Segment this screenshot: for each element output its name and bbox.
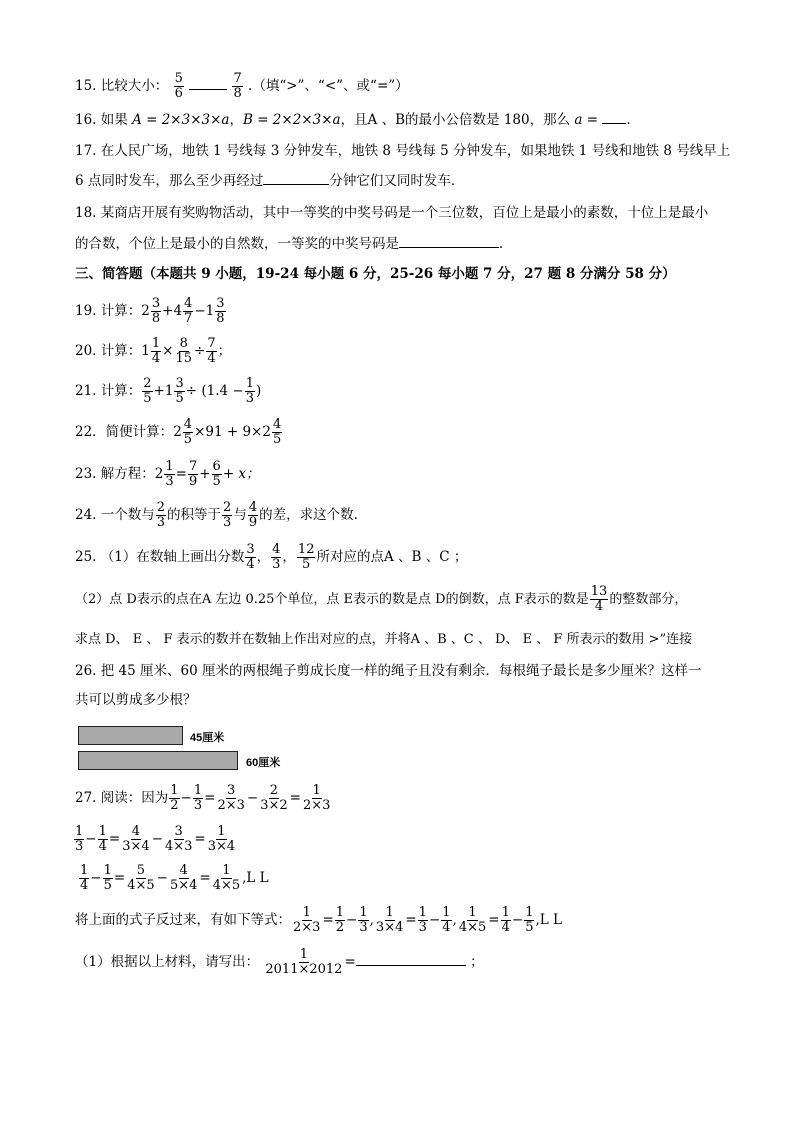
q21-fraction-1: $\frac{2}{5}$ bbox=[143, 376, 152, 406]
rope-60cm-label: 60厘米 bbox=[246, 757, 281, 769]
q20-fraction-2: $\frac{8}{15}$ bbox=[175, 336, 192, 366]
q27-r2-frac-b: $\frac{1}{4}$ bbox=[98, 824, 107, 854]
q17-text-a: 6 点同时发车，那么至少再经过 bbox=[75, 173, 264, 189]
question-15 bbox=[75, 72, 409, 101]
q16-text: 如果 bbox=[100, 112, 128, 128]
q27-rev-frac-3a: $\frac{1}{4}$ bbox=[501, 905, 510, 935]
q27-r1-op2: − bbox=[246, 790, 259, 806]
q27-rev-frac-1: $\frac{1}{2\times 3}$ bbox=[293, 905, 321, 935]
q27-r1-frac-c: $\frac{3}{2\times 3}$ bbox=[217, 783, 245, 813]
q25-p2-fraction: $\frac{13}{4}$ bbox=[590, 584, 608, 614]
q27-r3-frac-b: $\frac{1}{5}$ bbox=[103, 863, 112, 893]
q27-r1-eq1: = bbox=[204, 790, 216, 806]
question-21 bbox=[75, 377, 261, 406]
q27-r2-op1: − bbox=[85, 831, 97, 847]
q27-rev-comma-2: , bbox=[452, 912, 457, 928]
q24-text-b: 的积等于 bbox=[167, 507, 222, 523]
q27-rev-comma-1: , bbox=[369, 912, 374, 928]
q24-text-d: 的差，求这个数. bbox=[259, 507, 358, 523]
q15-fraction-1: $\frac{5}{6}$ bbox=[174, 71, 183, 101]
q27-r2-frac-c: $\frac{4}{3\times 4}$ bbox=[122, 824, 150, 854]
q16-expression-b: B = 2×2×3×a bbox=[242, 112, 341, 128]
q27-rev-frac-2b: $\frac{1}{4}$ bbox=[442, 905, 451, 935]
q20-label: 20. 计算： bbox=[75, 343, 142, 359]
question-27-row-2 bbox=[73, 825, 237, 854]
q22-whole-1: 2 bbox=[173, 424, 182, 440]
q23-op-2: + bbox=[199, 466, 211, 482]
q15-instruction: .（填“>”、“<”、或“=”） bbox=[248, 78, 409, 94]
q25-sep-2: ， bbox=[282, 549, 296, 565]
q25-p2-text-a: （2）点 D表示的点在A 左边 0.25个单位，点 E表示的数是点 D的倒数，点 F表示的数是 bbox=[75, 592, 589, 607]
q27-r1-frac-d: $\frac{2}{3\times 2}$ bbox=[260, 783, 288, 813]
question-17-line-1: 17. 在人民广场，地铁 1 号线每 3 分钟发车，地铁 8 号线每 5 分钟发车，如果地铁 1 号线和地铁 8 号线早上 bbox=[75, 143, 731, 159]
q19-label: 19. 计算： bbox=[75, 303, 142, 319]
q27-rev-frac-3b: $\frac{1}{5}$ bbox=[525, 905, 534, 935]
q27-p1-eq: = bbox=[344, 954, 356, 970]
question-17-line-2 bbox=[75, 172, 464, 189]
rope-45cm-bar bbox=[78, 726, 183, 745]
q25-fraction-3: $\frac{12}{5}$ bbox=[297, 542, 315, 572]
q27-rev-tail: ,L L bbox=[535, 912, 562, 928]
q15-text: 比较大小： bbox=[100, 78, 169, 94]
q21-fraction-3: $\frac{1}{3}$ bbox=[245, 376, 254, 406]
q15-answer-blank[interactable] bbox=[189, 77, 227, 90]
q27-r2-eq2: = bbox=[194, 831, 206, 847]
question-24 bbox=[75, 501, 358, 530]
q20-fraction-1: $\frac{1}{4}$ bbox=[151, 336, 161, 366]
question-27-reverse bbox=[75, 906, 562, 935]
q27-rev-frac-1b: $\frac{1}{3}$ bbox=[359, 905, 368, 935]
question-25-part-2 bbox=[75, 585, 687, 614]
q15-number: 15. bbox=[75, 78, 97, 94]
q24-text-c: 与 bbox=[233, 507, 247, 523]
q27-reverse-text: 将上面的式子反过来，有如下等式： bbox=[75, 912, 291, 928]
question-19 bbox=[75, 297, 227, 326]
q19-whole-1: 2 bbox=[141, 303, 150, 319]
q27-rev-eq-2: = bbox=[405, 912, 417, 928]
q27-rev-minus-1: − bbox=[346, 912, 358, 928]
q20-end: ； bbox=[217, 343, 232, 359]
q23-fraction-3: $\frac{6}{5}$ bbox=[212, 459, 221, 489]
q18-text-b: ． bbox=[499, 236, 513, 252]
q27-r3-frac-a: $\frac{1}{4}$ bbox=[80, 863, 89, 893]
question-23 bbox=[75, 460, 260, 489]
q27-r2-frac-e: $\frac{1}{3\times 4}$ bbox=[207, 824, 236, 854]
q25-text-a: 25. （1）在数轴上画出分数 bbox=[75, 549, 245, 565]
q25-p2-text-b: 的整数部分， bbox=[609, 592, 688, 607]
q27-r3-frac-e: $\frac{1}{4\times 5}$ bbox=[212, 863, 241, 893]
q16-separator: ， bbox=[229, 112, 243, 128]
q23-op-1: = bbox=[175, 466, 187, 482]
q22-fraction-1: $\frac{4}{5}$ bbox=[183, 417, 193, 447]
q24-text-a: 24. 一个数与 bbox=[75, 507, 155, 523]
q15-fraction-2: $\frac{7}{8}$ bbox=[233, 71, 242, 101]
q22-label: 22．简便计算： bbox=[75, 424, 174, 440]
q19-op-1: +4 bbox=[162, 303, 183, 319]
q16-end: . bbox=[626, 112, 631, 128]
q27-p1-end: ； bbox=[470, 954, 484, 970]
q27-r3-op1: − bbox=[90, 870, 102, 886]
q27-p1-fraction: $\frac{1}{2011\times 2012}$ bbox=[265, 947, 343, 977]
q27-rev-frac-2a: $\frac{1}{3}$ bbox=[418, 905, 427, 935]
question-20 bbox=[75, 337, 231, 366]
q27-r1-frac-a: $\frac{1}{2}$ bbox=[170, 783, 179, 813]
q21-end: ) bbox=[255, 383, 262, 399]
q27-r1-frac-b: $\frac{1}{3}$ bbox=[193, 783, 203, 813]
q20-whole-1: 1 bbox=[141, 343, 150, 359]
q22-op-1: ×91 + 9×2 bbox=[194, 424, 271, 440]
q23-whole-1: 2 bbox=[154, 466, 164, 482]
q22-fraction-2: $\frac{4}{5}$ bbox=[272, 417, 282, 447]
q25-fraction-2: $\frac{4}{3}$ bbox=[272, 542, 281, 572]
q27-r1-frac-e: $\frac{1}{2\times 3}$ bbox=[302, 783, 331, 813]
q23-end: + x； bbox=[222, 466, 260, 482]
q27-rev-minus-3: − bbox=[511, 912, 524, 928]
q19-fraction-2: $\frac{4}{7}$ bbox=[184, 296, 193, 326]
question-25-part-2-line-2: 求点 D、 E 、 F 表示的数并在数轴上作出对应的点，并将A 、B 、C 、 D、 E 、 F 所表示的数用 >”连接 bbox=[75, 632, 693, 647]
q27-rev-eq-3: = bbox=[488, 912, 500, 928]
q27-rev-eq-1: = bbox=[322, 912, 334, 928]
question-25-part-1 bbox=[75, 543, 467, 572]
q18-answer-blank[interactable] bbox=[399, 235, 499, 248]
q27-r2-eq1: = bbox=[108, 831, 121, 847]
q27-p1-answer-blank[interactable] bbox=[356, 953, 466, 966]
q27-r2-frac-a: $\frac{1}{3}$ bbox=[75, 824, 84, 854]
q27-r3-frac-c: $\frac{5}{4\times 5}$ bbox=[127, 863, 155, 893]
q16-number: 16. bbox=[75, 112, 97, 128]
q17-answer-blank[interactable] bbox=[263, 172, 329, 185]
q21-op-2: ÷ (1.4 − bbox=[185, 383, 244, 399]
q27-p1-text: （1）根据以上材料，请写出： bbox=[75, 954, 260, 970]
q17-text-b: 分钟它们又同时发车． bbox=[329, 173, 465, 189]
q25-fraction-1: $\frac{3}{4}$ bbox=[246, 542, 255, 572]
rope-60cm-bar bbox=[78, 751, 238, 770]
q16-answer-blank[interactable] bbox=[602, 111, 626, 124]
q20-op-1: × bbox=[162, 343, 174, 359]
q16-expression-a: A = 2×3×3×a bbox=[132, 112, 230, 128]
q20-fraction-3: $\frac{7}{4}$ bbox=[207, 336, 216, 366]
q24-fraction-2: $\frac{2}{3}$ bbox=[223, 500, 232, 530]
q27-rev-frac-3: $\frac{1}{4\times 5}$ bbox=[458, 905, 487, 935]
question-22 bbox=[75, 418, 283, 447]
question-27-part-1 bbox=[75, 948, 484, 977]
q16-condition: ，且A 、B的最小公倍数是 180，那么 bbox=[340, 112, 571, 128]
question-26-line-2: 共可以剪成多少根？ bbox=[75, 692, 197, 708]
q27-r3-eq1: = bbox=[113, 870, 126, 886]
q21-op-1: +1 bbox=[153, 383, 174, 399]
q23-fraction-1: $\frac{1}{3}$ bbox=[165, 459, 174, 489]
q19-fraction-3: $\frac{3}{8}$ bbox=[216, 296, 225, 326]
question-18-line-1: 18. 某商店开展有奖购物活动，其中一等奖的中奖号码是一个三位数，百位上是最小的素数，十位上是最小 bbox=[75, 205, 709, 221]
q27-r3-eq2: = bbox=[199, 870, 211, 886]
question-26-line-1: 26. 把 45 厘米、60 厘米的两根绳子剪成长度一样的绳子且没有剩余．每根绳子最长是多少厘米？这样一 bbox=[75, 663, 702, 679]
q25-text-b: 所对应的点A 、B 、C ； bbox=[316, 549, 468, 565]
q27-r2-frac-d: $\frac{3}{4\times 3}$ bbox=[164, 824, 193, 854]
q24-fraction-1: $\frac{2}{3}$ bbox=[156, 500, 166, 530]
question-18-line-2 bbox=[75, 235, 513, 252]
q27-r3-op2: − bbox=[156, 870, 168, 886]
section-3-title: 三、简答题（本题共 9 小题，19-24 每小题 6 分，25-26 每小题 7 分，27 题 8 分满分 58 分） bbox=[75, 266, 676, 282]
q21-fraction-2: $\frac{3}{5}$ bbox=[175, 376, 184, 406]
q19-fraction-1: $\frac{3}{8}$ bbox=[151, 296, 161, 326]
q21-label: 21. 计算： bbox=[75, 383, 142, 399]
q27-rev-minus-2: − bbox=[428, 912, 441, 928]
question-27-row-1 bbox=[75, 784, 332, 813]
q27-r2-op2: − bbox=[151, 831, 163, 847]
q27-label: 27. 阅读：因为 bbox=[75, 790, 169, 806]
q23-label: 23. 解方程： bbox=[75, 466, 155, 482]
q27-r3-tail: ,L L bbox=[242, 870, 269, 886]
q24-fraction-3: $\frac{4}{9}$ bbox=[248, 500, 258, 530]
q27-r3-frac-d: $\frac{4}{5\times 4}$ bbox=[169, 863, 198, 893]
q27-rev-frac-1a: $\frac{1}{2}$ bbox=[335, 905, 345, 935]
q18-text-a: 的合数，个位上是最小的自然数，一等奖的中奖号码是 bbox=[75, 236, 399, 252]
q25-sep-1: ， bbox=[256, 549, 271, 565]
q27-r1-op1: − bbox=[180, 790, 192, 806]
question-16 bbox=[75, 111, 631, 128]
rope-45cm-label: 45厘米 bbox=[190, 732, 225, 744]
q27-r1-eq2: = bbox=[289, 790, 301, 806]
q20-op-2: ÷ bbox=[194, 343, 206, 359]
q27-rev-frac-2: $\frac{1}{3\times 4}$ bbox=[375, 905, 404, 935]
q16-expression-a-var: a = bbox=[574, 112, 599, 128]
question-27-row-3 bbox=[78, 864, 269, 893]
q23-fraction-2: $\frac{7}{9}$ bbox=[188, 459, 198, 489]
q19-op-2: −1 bbox=[194, 303, 215, 319]
